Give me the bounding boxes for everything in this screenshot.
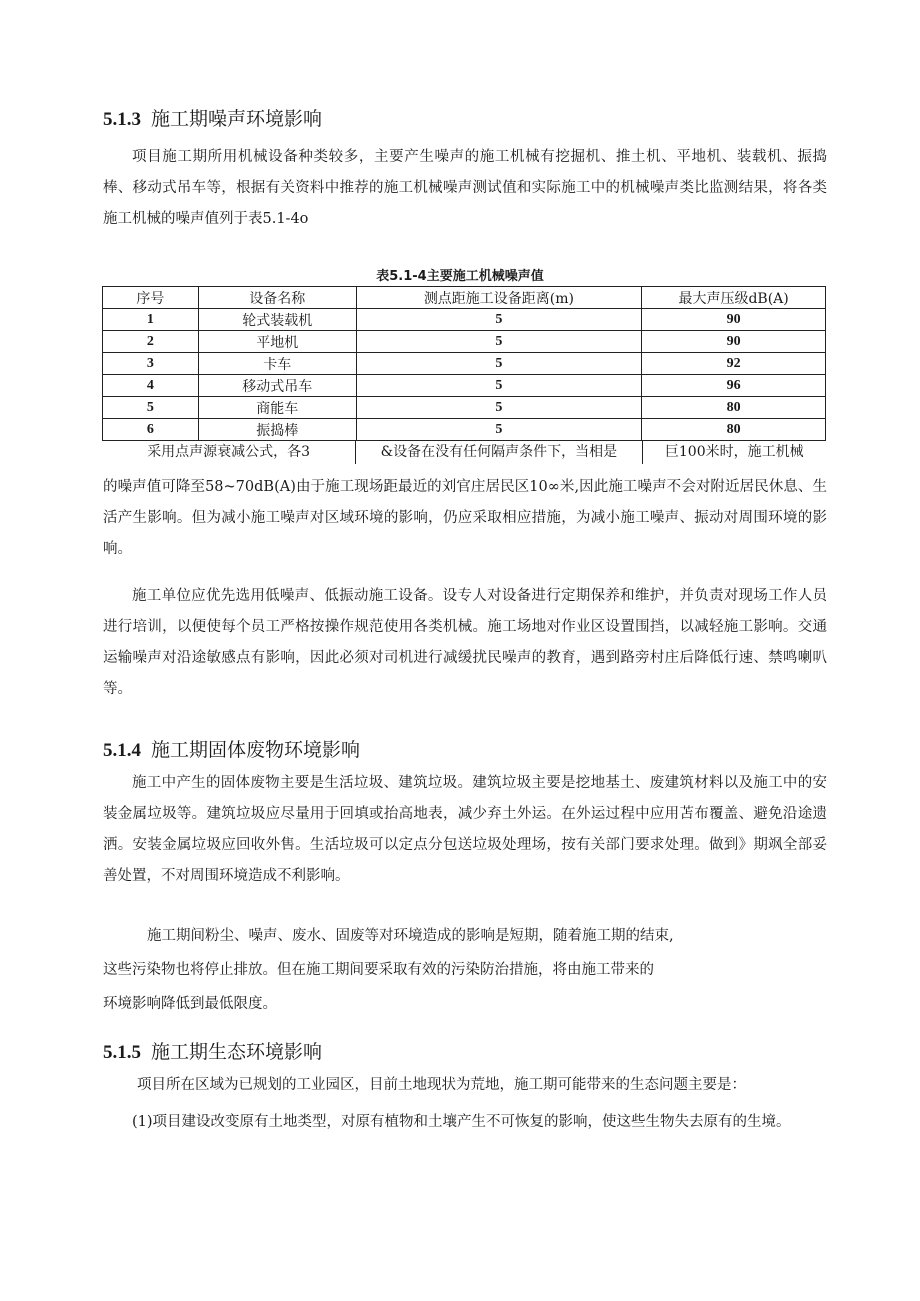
paragraph-line: 施工期间粉尘、噪声、废水、固废等对环境造成的影响是短期，随着施工期的结束,: [147, 928, 674, 944]
header-cell: 测点距施工设备距离(m): [356, 287, 642, 309]
table-cell: 移动式吊车: [198, 375, 356, 397]
overflow-cell: &设备在没有任何隔声条件下，当相是: [355, 440, 642, 464]
table-cell: 80: [642, 419, 826, 441]
table-cell: 92: [642, 353, 826, 375]
table-cell: 振捣棒: [198, 419, 356, 441]
noise-table: [102, 286, 826, 441]
table-cell: 5: [356, 419, 642, 441]
table-cell: 5: [356, 397, 642, 419]
table-cell: 90: [642, 331, 826, 353]
section-number: 5.1.5: [103, 1042, 141, 1063]
section-number: 5.1.4: [103, 740, 141, 761]
section-heading-5-1-4: [103, 738, 360, 763]
paragraph: (1)项目建设改变原有土地类型，对原有植物和土壤产生不可恢复的影响，使这些生物失去原有的生境。: [132, 1114, 791, 1130]
header-cell: 序号: [103, 287, 199, 309]
table-header-row: [103, 287, 826, 309]
section-title: 施工期固体废物环境影响: [151, 739, 361, 761]
table-cell: 3: [103, 353, 199, 375]
paragraph: 的噪声值可降至58~70dB(A)由于施工现场距最近的刘官庄居民区10∞米,因此施工噪声不会对附近居民休息、生活产生影响。但为减小施工噪声对区域环境的影响，仍应采取相应措施，为减小施工噪声、振动对周围环境的影响。: [103, 479, 827, 557]
section-heading-5-1-5: [103, 1040, 322, 1065]
table-row: [103, 331, 826, 353]
table-cell: 商能车: [198, 397, 356, 419]
paragraph-line: 这些污染物也将停止排放。但在施工期间要采取有效的污染防治措施，将由施工带来的: [103, 962, 654, 978]
table-cell: 90: [642, 309, 826, 331]
section-heading-5-1-3: [103, 107, 322, 132]
section-title: 施工期噪声环境影响: [151, 108, 323, 130]
table-cell: 卡车: [198, 353, 356, 375]
table-cell: 5: [356, 375, 642, 397]
table-cell: 轮式装载机: [198, 309, 356, 331]
table-cell: 5: [356, 331, 642, 353]
table-overflow-text-row: [102, 440, 826, 464]
table-row: [103, 353, 826, 375]
table-cell: 平地机: [198, 331, 356, 353]
overflow-cell: 采用点声源衰减公式，各3: [147, 444, 311, 460]
table-row: [103, 397, 826, 419]
paragraph-line: 项目所在区域为已规划的工业园区，目前土地现状为荒地，施工期可能带来的生态问题主要是：: [137, 1077, 746, 1093]
table-caption: 表5.1-4主要施工机械噪声值: [376, 269, 544, 284]
table-cell: 2: [103, 331, 199, 353]
paragraph: 施工中产生的固体废物主要是生活垃圾、建筑垃圾。建筑垃圾主要是挖地基土、废建筑材料以及施工中的安装金属垃圾等。建筑垃圾应尽量用于回填或抬高地表，减少弃土外运。在外运过程中应用苫布覆盖、避免沿途遗洒。安装金属垃圾应回收外售。生活垃圾可以定点分包送垃圾处理场，按有关部门要求处理。做到》期飒全部妥善处置，不对周围环境造成不利影响。: [103, 775, 827, 884]
header-cell: 最大声压级dB(A): [642, 287, 826, 309]
table-row: [103, 309, 826, 331]
table-cell: 4: [103, 375, 199, 397]
overflow-cell: 巨100米时，施工机械: [664, 444, 804, 460]
paragraph-line: 环境影响降低到最低限度。: [103, 996, 277, 1012]
table-row: [103, 375, 826, 397]
header-cell: 设备名称: [198, 287, 356, 309]
table-cell: 5: [356, 309, 642, 331]
section-title: 施工期生态环境影响: [151, 1041, 323, 1063]
table-cell: 96: [642, 375, 826, 397]
paragraph: 项目施工期所用机械设备种类较多，主要产生噪声的施工机械有挖掘机、推土机、平地机、装载机、振捣棒、移动式吊车等，根据有关资料中推荐的施工机械噪声测试值和实际施工中的机械噪声类比监测结果，将各类施工机械的噪声值列于表5.1-4o: [103, 149, 827, 227]
table-cell: 5: [356, 353, 642, 375]
table-cell: 6: [103, 419, 199, 441]
paragraph: 施工单位应优先选用低噪声、低振动施工设备。设专人对设备进行定期保养和维护，并负责对现场工作人员进行培训，以便使每个员工严格按操作规范使用各类机械。施工场地对作业区设置围挡，以减轻施工影响。交通运输噪声对沿途敏感点有影响，因此必须对司机进行减缓扰民噪声的教育，遇到路旁村庄后降低行速、禁鸣喇叭等。: [103, 588, 827, 697]
table-cell: 80: [642, 397, 826, 419]
table-cell: 5: [103, 397, 199, 419]
table-row: [103, 419, 826, 441]
section-number: 5.1.3: [103, 109, 141, 130]
table-cell: 1: [103, 309, 199, 331]
